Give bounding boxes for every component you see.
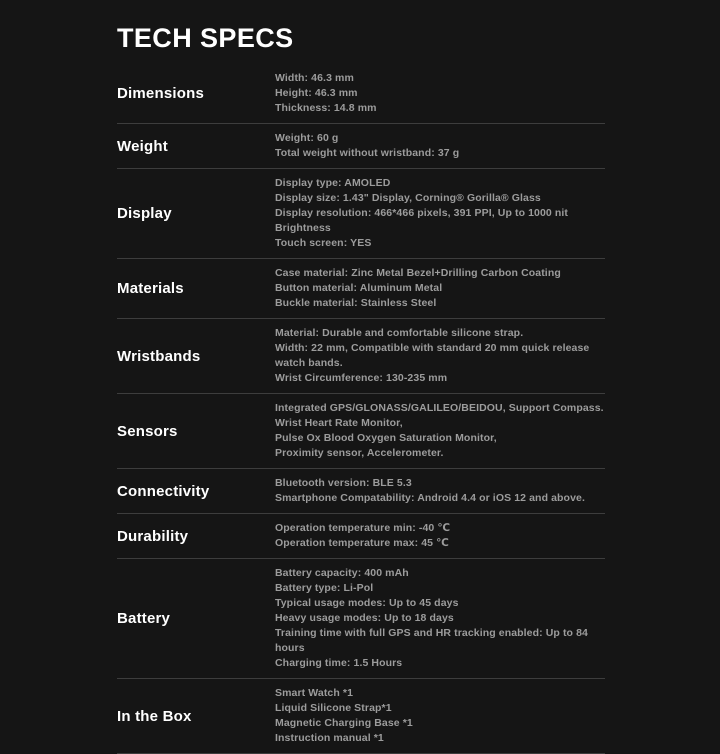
spec-values [275,401,605,461]
page-title: TECH SPECS [117,23,294,53]
spec-value-line: Display resolution: 466*466 pixels, 391 PPI, Up to 1000 nit Brightness [275,207,569,234]
spec-section-label: Dimensions [117,85,205,102]
spec-value-line: Button material: Aluminum Metal [275,282,443,294]
spec-value-line: Liquid Silicone Strap*1 [275,702,392,714]
spec-value-line: Total weight without wristband: 37 g [275,147,460,159]
spec-row [117,64,605,124]
spec-value-line: Typical usage modes: Up to 45 days [275,597,459,609]
spec-section-label: Display [117,205,172,222]
spec-value-line: Width: 22 mm, Compatible with standard 20 mm quick release watch bands. [275,342,590,369]
spec-section-label: Materials [117,280,184,297]
spec-value-line: Display type: AMOLED [275,177,391,189]
spec-values [275,71,605,116]
spec-row [117,169,605,259]
spec-value-line: Touch screen: YES [275,237,372,249]
spec-value-line: Material: Durable and comfortable silicone strap. [275,327,524,339]
spec-section-label: In the Box [117,707,192,725]
spec-value-line: Height: 46.3 mm [275,87,358,99]
spec-row [117,559,605,679]
spec-values [275,176,605,251]
spec-row [117,394,605,469]
spec-values [275,476,605,506]
spec-values [275,266,605,311]
spec-values [275,521,605,551]
spec-value-line: Magnetic Charging Base *1 [275,717,413,729]
spec-value-line: Width: 46.3 mm [275,72,354,84]
spec-section-label: Connectivity [117,482,210,500]
spec-value-line: Operation temperature max: 45 ℃ [275,537,449,549]
spec-values [275,686,605,746]
spec-value-line: Display size: 1.43" Display, Corning® Gorilla® Glass [275,192,541,204]
spec-row [117,514,605,559]
spec-value-line: Integrated GPS/GLONASS/GALILEO/BEIDOU, Support Compass. [275,402,604,414]
spec-value-line: Heavy usage modes: Up to 18 days [275,612,454,624]
spec-value-line: Operation temperature min: -40 ℃ [275,522,451,534]
spec-value-line: Instruction manual *1 [275,732,384,744]
spec-row [117,259,605,319]
spec-value-line: Smartphone Compatability: Android 4.4 or iOS 12 and above. [275,492,585,504]
spec-value-line: Proximity sensor, Accelerometer. [275,447,444,459]
spec-value-line: Pulse Ox Blood Oxygen Saturation Monitor, [275,432,497,444]
spec-section-label: Battery [117,610,171,627]
spec-values [275,566,605,671]
spec-row [117,469,605,514]
spec-row [117,319,605,394]
spec-value-line: Battery type: Li-Pol [275,582,374,594]
spec-row [117,124,605,169]
spec-table [117,64,605,754]
spec-section-label: Durability [117,527,189,545]
spec-value-line: Weight: 60 g [275,132,339,144]
spec-value-line: Wrist Heart Rate Monitor, [275,417,403,429]
spec-section-label: Sensors [117,422,178,440]
spec-row [117,679,605,754]
spec-values [275,326,605,386]
spec-value-line: Thickness: 14.8 mm [275,102,377,114]
spec-section-label: Weight [117,137,168,155]
spec-value-line: Case material: Zinc Metal Bezel+Drilling Carbon Coating [275,267,561,279]
spec-value-line: Wrist Circumference: 130-235 mm [275,372,448,384]
spec-value-line: Charging time: 1.5 Hours [275,657,403,669]
spec-value-line: Bluetooth version: BLE 5.3 [275,477,412,489]
spec-section-label: Wristbands [117,347,201,365]
spec-value-line: Training time with full GPS and HR tracking enabled: Up to 84 hours [275,627,588,654]
spec-value-line: Smart Watch *1 [275,687,354,699]
spec-values [275,131,605,161]
spec-value-line: Battery capacity: 400 mAh [275,567,409,579]
spec-value-line: Buckle material: Stainless Steel [275,297,437,309]
